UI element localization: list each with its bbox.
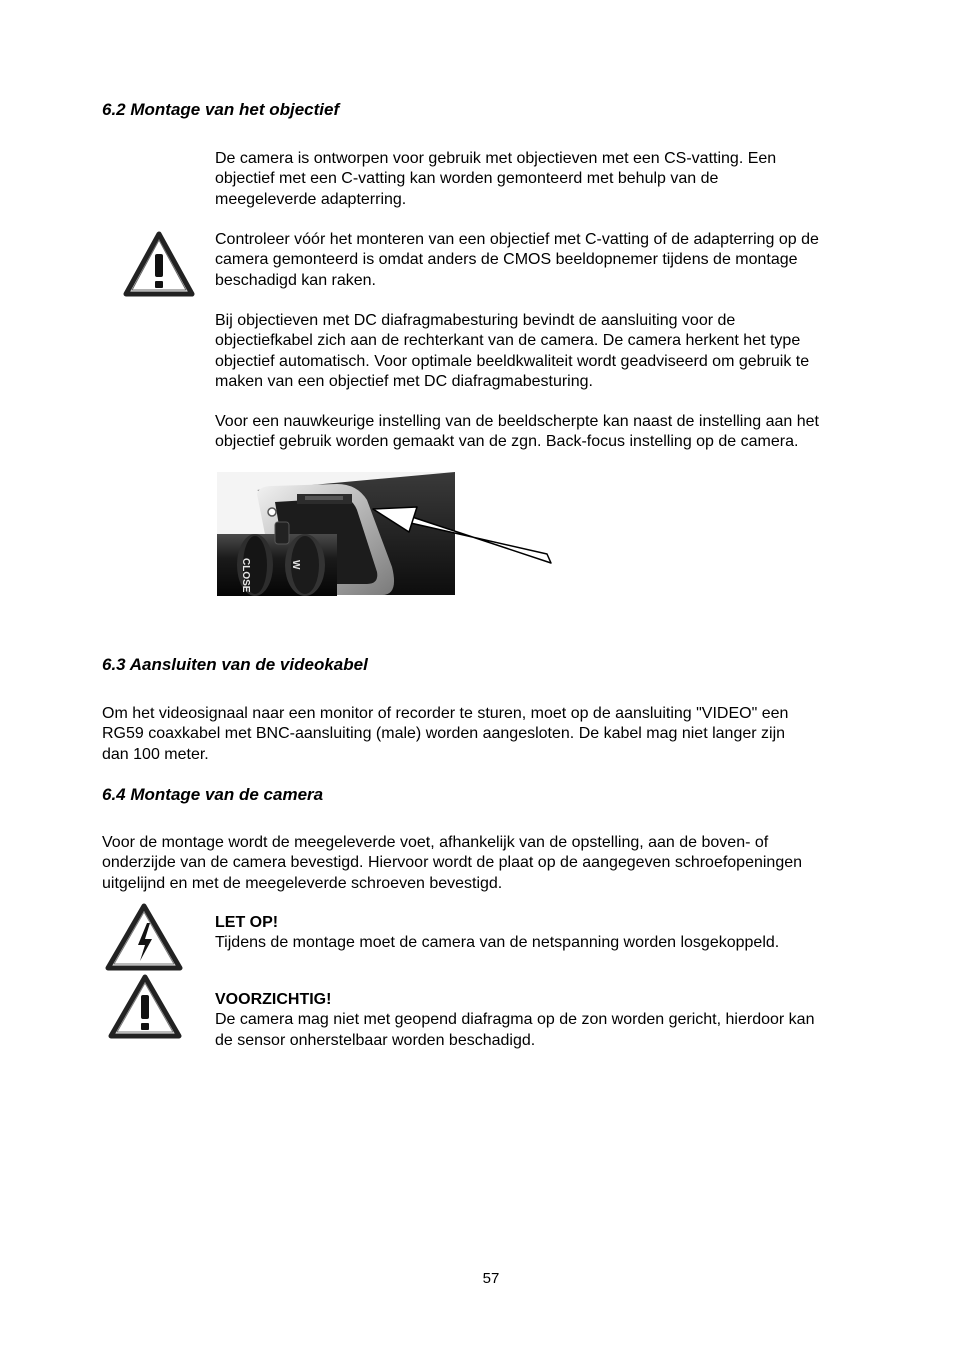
lens-marking-close: CLOSE (240, 558, 251, 593)
text-line: Tijdens de montage moet de camera van de netspanning worden losgekoppeld. (215, 934, 780, 952)
text-line: objectief met een C-vatting kan worden gemonteerd met behulp van de (215, 170, 719, 188)
text-line: onderzijde van de camera bevestigd. Hiervoor wordt de plaat op de aangegeven schroefopeningen (102, 854, 803, 872)
text-line: objectiefkabel zich aan de rechterkant van de camera. De camera herkent het type (215, 332, 801, 350)
text-line: Voor een nauwkeurige instelling van de beeldscherpte kan naast de instelling aan het (215, 413, 819, 430)
text-line: Bij objectieven met DC diafragmabesturing bevindt de aansluiting voor de (215, 312, 736, 329)
text-line: Om het videosignaal naar een monitor of recorder te sturen, moet op de aansluiting "VIDEO" een (102, 705, 789, 722)
section-6-2-paragraph-3 (215, 311, 809, 393)
warning-triangle-icon (108, 974, 182, 1040)
section-6-2-paragraph-4 (215, 412, 819, 453)
electric-hazard-icon (105, 903, 183, 971)
text-line: meegeleverde adapterring. (215, 190, 407, 208)
notice-voorzichtig (215, 990, 814, 1051)
section-6-3-paragraph-1 (102, 704, 788, 765)
text-line: De camera mag niet met geopend diafragma op de zon worden gericht, hierdoor kan (215, 1011, 815, 1029)
text-line: Voor de montage wordt de meegeleverde voet, afhankelijk van de opstelling, aan de boven- of (102, 834, 769, 851)
text-line: maken van een objectief met DC diafragmabesturing. (215, 373, 593, 391)
text-line: de sensor onherstelbaar worden beschadigd. (215, 1031, 536, 1049)
text-line: beschadigd kan raken. (215, 271, 376, 289)
warning-triangle-icon (123, 230, 195, 298)
text-line: De camera is ontworpen voor gebruik met objectieven met een CS-vatting. Een (215, 150, 777, 167)
text-line: RG59 coaxkabel met BNC-aansluiting (male) worden aangesloten. De kabel mag niet langer zijn (102, 725, 786, 743)
notice-let-op (215, 913, 779, 954)
section-6-2-paragraph-1 (215, 149, 776, 210)
page-number: 57 (482, 1270, 500, 1287)
section-6-2-heading: 6.2 Montage van het objectief (102, 100, 340, 119)
text-line: uitgelijnd en met de meegeleverde schroeven bevestigd. (102, 874, 503, 892)
text-line: objectief gebruik worden gemaakt van de zgn. Back-focus instelling op de camera. (215, 433, 799, 451)
section-6-4-heading: 6.4 Montage van de camera (102, 785, 324, 804)
section-6-4-paragraph-1 (102, 833, 802, 894)
lens-marking-w: W (290, 560, 301, 570)
text-line: Controleer vóór het monteren van een objectief met C-vatting of de adapterring op de (215, 231, 819, 248)
notice-let-op-title: LET OP! (215, 914, 279, 931)
notice-voorzichtig-title: VOORZICHTIG! (215, 991, 332, 1008)
camera-back-focus-photo (217, 472, 557, 596)
text-line: objectief automatisch. Voor optimale beeldkwaliteit wordt geadviseerd om gebruik te (215, 352, 810, 370)
text-line: camera gemonteerd is omdat anders de CMOS beeldopnemer tijdens de montage (215, 251, 798, 269)
section-6-2-paragraph-2 (215, 230, 819, 291)
text-line: dan 100 meter. (102, 745, 209, 763)
section-6-3-heading: 6.3 Aansluiten van de videokabel (102, 655, 368, 674)
